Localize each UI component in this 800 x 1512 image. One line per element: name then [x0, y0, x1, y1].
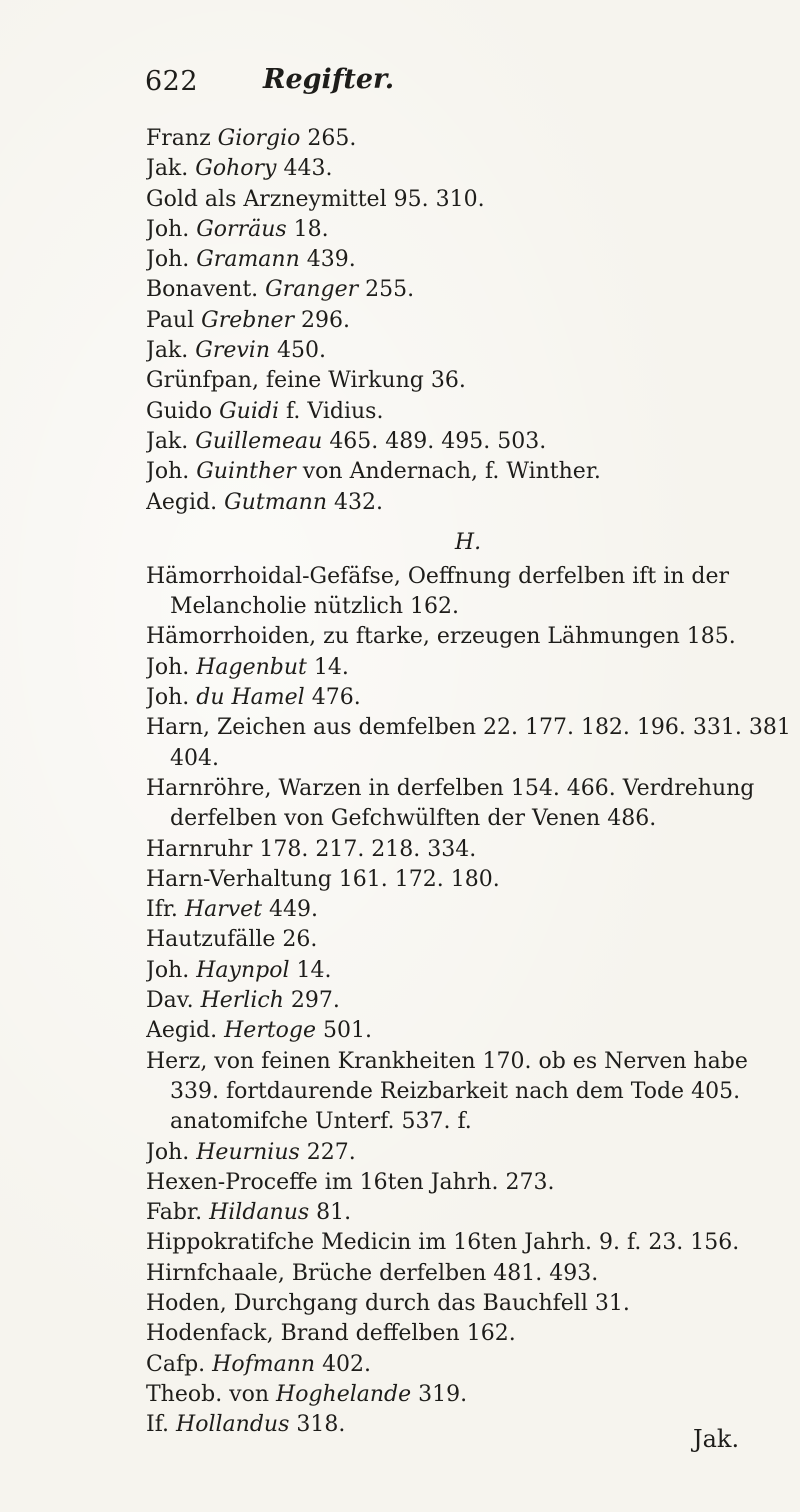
- page-header: [145, 66, 545, 106]
- entry-text: 449.: [269, 897, 319, 923]
- entry-forename: Ifr.: [146, 897, 178, 923]
- entry-text: 465. 489. 495. 503.: [329, 428, 547, 454]
- index-entry: [146, 1016, 800, 1046]
- entry-text: 501.: [323, 1018, 373, 1044]
- entry-surname: Hofmann: [212, 1351, 316, 1377]
- entry-surname: Grebner: [201, 307, 295, 333]
- entry-forename: Joh.: [146, 957, 190, 983]
- index-entry: [146, 562, 800, 623]
- entry-surname: Hagenbut: [196, 654, 307, 680]
- index-entry: [146, 1138, 800, 1168]
- entry-surname: Gohory: [195, 156, 277, 182]
- entry-text: 296.: [301, 307, 351, 333]
- entry-forename: Paul: [146, 307, 195, 333]
- entry-text: 476.: [311, 685, 361, 711]
- entry-forename: Jak.: [146, 428, 189, 454]
- index-entry: [146, 245, 800, 275]
- entry-surname: Grevin: [195, 338, 271, 364]
- index-entry: [146, 865, 800, 895]
- index-entry: [146, 713, 800, 774]
- entry-surname: Guidi: [219, 398, 280, 424]
- entry-text: Grünfpan, feine Wirkung 36.: [146, 368, 466, 394]
- index-entry: [146, 124, 800, 154]
- entry-text: 432.: [334, 489, 383, 515]
- entry-text: f. Vidius.: [286, 398, 384, 424]
- entry-surname: Hollandus: [176, 1412, 290, 1438]
- entry-text: 18.: [293, 216, 329, 242]
- entry-text: Hämorrhoiden, zu ftarke, erzeugen Lähmungen 185.: [146, 624, 736, 650]
- catchword: Jak.: [693, 1425, 740, 1453]
- index-entry: [146, 835, 800, 865]
- entry-text: 265.: [307, 126, 357, 151]
- index-entry: [146, 397, 800, 427]
- index-entry: [146, 956, 800, 986]
- entry-surname: Guinther: [196, 459, 296, 485]
- index-entry: [146, 185, 800, 215]
- entry-forename: Fabr.: [146, 1200, 203, 1226]
- entry-text: Hirnfchaale, Brüche derfelben 481. 493.: [146, 1260, 599, 1286]
- entry-forename: Bonavent.: [146, 277, 259, 303]
- page-number: 622: [145, 66, 199, 97]
- entry-surname: Hoghelande: [276, 1381, 412, 1407]
- entry-text: 81.: [316, 1200, 352, 1226]
- entry-surname: Heurnius: [196, 1139, 300, 1165]
- index-entry: [146, 1259, 800, 1289]
- entry-text: 255.: [365, 277, 415, 303]
- index-entry: [146, 154, 800, 184]
- index-entry: [146, 457, 800, 487]
- entry-text: von Andernach, f. Winther.: [302, 459, 601, 485]
- index-entry: [146, 986, 800, 1016]
- entry-text: Harnruhr 178. 217. 218. 334.: [146, 836, 477, 862]
- entry-forename: Joh.: [146, 216, 190, 242]
- entry-surname: Harvet: [184, 897, 263, 923]
- entry-surname: Hildanus: [209, 1200, 310, 1226]
- entry-text: 227.: [306, 1139, 356, 1165]
- index-entry: [146, 1319, 800, 1349]
- entry-forename: Aegid.: [146, 1018, 218, 1044]
- index-entry: [146, 366, 800, 396]
- entry-forename: Cafp.: [146, 1351, 206, 1377]
- entry-text: Hexen-Proceffe im 16ten Jahrh. 273.: [146, 1169, 555, 1195]
- entry-forename: Joh.: [146, 1139, 190, 1165]
- index-entry: [146, 622, 800, 652]
- entry-forename: Aegid.: [146, 489, 218, 515]
- index-entry: [146, 1228, 800, 1258]
- index-entry: [146, 306, 800, 336]
- index-entry: [146, 925, 800, 955]
- entry-text: 402.: [322, 1351, 372, 1377]
- entry-text: Hautzufälle 26.: [146, 927, 318, 953]
- entry-text: Harn-Verhaltung 161. 172. 180.: [146, 866, 500, 892]
- entry-forename: If.: [146, 1412, 170, 1438]
- entry-surname: Haynpol: [196, 957, 290, 983]
- index-entry: [146, 1350, 800, 1380]
- index-entry: [146, 336, 800, 366]
- entry-text: Harnröhre, Warzen in derfelben 154. 466. Verdrehung derfelben von Gefchwülften der Venen 486.: [146, 775, 755, 832]
- index-entry: [146, 683, 800, 713]
- entry-text: 297.: [290, 988, 340, 1014]
- running-title: Regifter.: [263, 64, 395, 95]
- entry-text: 439.: [306, 247, 356, 273]
- index-entry: [146, 1380, 800, 1410]
- index-entry: [146, 275, 800, 305]
- entry-forename: Joh.: [146, 459, 190, 485]
- index-entry: [146, 895, 800, 925]
- entry-surname: Herlich: [200, 988, 284, 1014]
- entry-text: Hippokratifche Medicin im 16ten Jahrh. 9. f. 23. 156.: [146, 1230, 740, 1256]
- index-entry: [146, 1047, 800, 1138]
- entry-text: 318.: [296, 1412, 346, 1438]
- entry-surname: Guillemeau: [195, 428, 323, 454]
- index-entry: [146, 1168, 800, 1198]
- entry-forename: Joh.: [146, 247, 190, 273]
- index-entries: [146, 124, 800, 1440]
- entry-surname: Gorräus: [196, 216, 287, 242]
- entry-surname: Hertoge: [224, 1018, 317, 1044]
- entry-text: 14.: [296, 957, 332, 983]
- index-entry: [146, 1289, 800, 1319]
- entry-text: Hoden, Durchgang durch das Bauchfell 31.: [146, 1290, 630, 1316]
- entry-surname: Gutmann: [224, 489, 328, 515]
- entry-text: 450.: [277, 338, 326, 364]
- section-letter-h: H.: [454, 529, 482, 555]
- entry-forename: Dav.: [146, 988, 194, 1014]
- entry-text: 443.: [283, 156, 333, 182]
- entry-text: Herz, von feinen Krankheiten 170. ob es Nerven habe 339. fortdaurende Reizbarkeit nach dem Tode 405. anatomifche Unterf. 537. f.: [146, 1048, 748, 1135]
- entry-surname: Granger: [265, 277, 359, 303]
- entry-text: Harn, Zeichen aus demfelben 22. 177. 182. 196. 331. 381 404.: [146, 715, 791, 771]
- entry-forename: Theob. von: [146, 1381, 270, 1407]
- entry-surname: Gramann: [196, 247, 300, 273]
- entry-text: Hämorrhoidal-Gefäfse, Oeffnung derfelben ift in der Melancholie nützlich 162.: [146, 563, 730, 620]
- entry-forename: Jak.: [146, 338, 189, 364]
- index-entry: [146, 488, 800, 518]
- index-entry: [146, 215, 800, 245]
- index-entry: [146, 1198, 800, 1228]
- entry-text: 14.: [313, 654, 349, 680]
- entry-forename: Franz: [146, 126, 211, 151]
- entry-forename: Joh.: [146, 654, 190, 680]
- entry-surname: Giorgio: [217, 126, 301, 151]
- index-entry: [146, 653, 800, 683]
- index-entry: [146, 774, 800, 835]
- entry-forename: Joh.: [146, 685, 190, 711]
- entry-surname: du Hamel: [196, 685, 305, 711]
- entry-text: Hodenfack, Brand deffelben 162.: [146, 1321, 516, 1347]
- entry-text: 319.: [418, 1381, 468, 1407]
- entry-forename: Jak.: [146, 156, 189, 182]
- entry-forename: Guido: [146, 398, 213, 424]
- index-entry: [146, 427, 800, 457]
- entry-text: Gold als Arzneymittel 95. 310.: [146, 186, 485, 212]
